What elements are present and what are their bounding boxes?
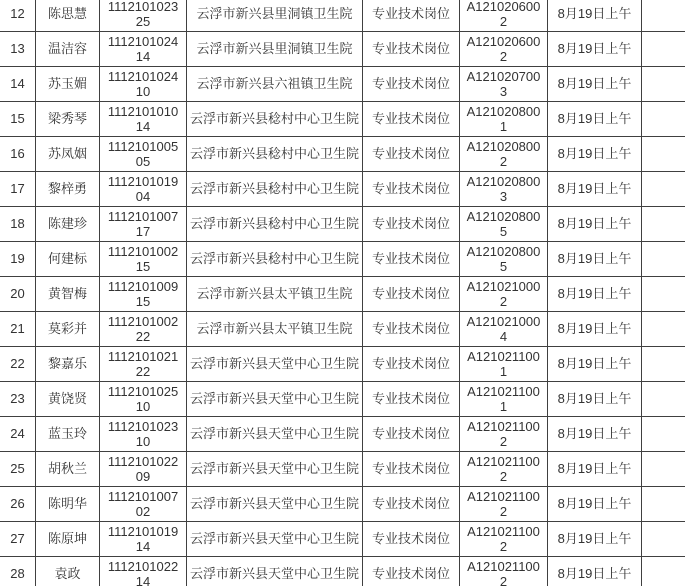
cell-position-code (460, 417, 548, 452)
cell-candidate-id-line: 10 (135, 434, 151, 449)
cell-candidate-id (100, 32, 187, 67)
cell-candidate-id-line: 1112101019 (107, 523, 179, 539)
table-row (0, 242, 685, 277)
cell-position-code-line: 2 (499, 504, 508, 519)
cell-row-number: 20 (0, 277, 36, 312)
cell-position-code (460, 32, 548, 67)
cell-position-type: 专业技术岗位 (363, 417, 460, 452)
cell-exam-date: 8月19日上午 (548, 557, 642, 586)
cell-candidate-id-line: 1112101007 (107, 488, 179, 504)
cell-row-number: 26 (0, 487, 36, 522)
cell-position-code-line: A121020800 (466, 138, 541, 154)
cell-position-code-line: 1 (499, 364, 508, 379)
cell-candidate-id-line: 1112101005 (107, 138, 179, 154)
cell-candidate-id-line: 1112101023 (107, 0, 179, 14)
cell-position-code-line: 4 (499, 329, 508, 344)
cell-position-code (460, 557, 548, 586)
cell-position-code-line: 1 (499, 119, 508, 134)
cell-candidate-id-line: 22 (135, 329, 151, 344)
cell-exam-date: 8月19日上午 (548, 242, 642, 277)
cell-position-type: 专业技术岗位 (363, 102, 460, 137)
cell-candidate-id-line: 14 (135, 539, 151, 554)
cell-organization: 云浮市新兴县稔村中心卫生院 (187, 207, 363, 242)
cell-row-number: 24 (0, 417, 36, 452)
cell-position-code-line: 2 (499, 539, 508, 554)
cell-exam-date: 8月19日上午 (548, 277, 642, 312)
cell-position-code-line: A121021100 (467, 348, 540, 364)
cell-note (642, 312, 685, 347)
cell-position-code-line: A121021100 (467, 523, 540, 539)
cell-name: 袁政 (36, 557, 100, 586)
cell-name: 陈明华 (36, 487, 100, 522)
cell-candidate-id (100, 312, 187, 347)
cell-candidate-id (100, 172, 187, 207)
cell-organization: 云浮市新兴县里洞镇卫生院 (187, 0, 363, 32)
cell-note (642, 347, 685, 382)
cell-position-code-line: 2 (499, 154, 508, 169)
cell-name: 黎梓勇 (36, 172, 100, 207)
cell-row-number: 22 (0, 347, 36, 382)
cell-candidate-id (100, 242, 187, 277)
cell-position-type: 专业技术岗位 (363, 242, 460, 277)
cell-organization: 云浮市新兴县稔村中心卫生院 (187, 242, 363, 277)
cell-row-number: 19 (0, 242, 36, 277)
cell-name: 苏玉媚 (36, 67, 100, 102)
cell-position-code-line: 1 (499, 399, 508, 414)
cell-position-type: 专业技术岗位 (363, 487, 460, 522)
cell-name: 何建标 (36, 242, 100, 277)
cell-row-number: 15 (0, 102, 36, 137)
cell-note (642, 557, 685, 586)
cell-position-type: 专业技术岗位 (363, 312, 460, 347)
cell-candidate-id-line: 1112101009 (107, 278, 179, 294)
cell-organization: 云浮市新兴县天堂中心卫生院 (187, 522, 363, 557)
cell-position-code-line: 2 (499, 469, 508, 484)
cell-candidate-id-line: 15 (135, 294, 151, 309)
table-row (0, 382, 685, 417)
cell-exam-date: 8月19日上午 (548, 172, 642, 207)
cell-row-number: 23 (0, 382, 36, 417)
cell-name: 黄饶贤 (36, 382, 100, 417)
cell-note (642, 67, 685, 102)
cell-note (642, 277, 685, 312)
cell-candidate-id-line: 1112101023 (107, 418, 179, 434)
cell-exam-date: 8月19日上午 (548, 417, 642, 452)
cell-position-code-line: A121020800 (466, 208, 541, 224)
cell-position-type: 专业技术岗位 (363, 67, 460, 102)
table-row (0, 32, 685, 67)
cell-candidate-id-line: 14 (135, 574, 151, 586)
cell-position-code-line: A121021000 (466, 313, 541, 329)
cell-candidate-id-line: 14 (135, 49, 151, 64)
cell-position-type: 专业技术岗位 (363, 32, 460, 67)
cell-row-number: 18 (0, 207, 36, 242)
cell-position-code (460, 242, 548, 277)
cell-position-code (460, 452, 548, 487)
cell-position-code-line: 2 (499, 294, 508, 309)
cell-name: 蓝玉玲 (36, 417, 100, 452)
cell-candidate-id-line: 17 (135, 224, 151, 239)
table-row (0, 417, 685, 452)
cell-position-code-line: A121021000 (466, 278, 541, 294)
cell-position-type: 专业技术岗位 (363, 137, 460, 172)
cell-position-code-line: 2 (499, 574, 508, 586)
cell-candidate-id-line: 02 (135, 504, 151, 519)
cell-row-number: 27 (0, 522, 36, 557)
cell-name: 温洁容 (36, 32, 100, 67)
cell-position-code-line: A121021100 (467, 558, 540, 574)
cell-position-code-line: 3 (499, 189, 508, 204)
cell-position-code (460, 67, 548, 102)
cell-position-type: 专业技术岗位 (363, 382, 460, 417)
cell-organization: 云浮市新兴县稔村中心卫生院 (187, 172, 363, 207)
cell-position-code (460, 137, 548, 172)
cell-position-type: 专业技术岗位 (363, 522, 460, 557)
cell-position-code (460, 382, 548, 417)
cell-candidate-id (100, 207, 187, 242)
table-row (0, 452, 685, 487)
cell-candidate-id-line: 1112101024 (107, 33, 179, 49)
table-row (0, 522, 685, 557)
cell-candidate-id-line: 09 (135, 469, 151, 484)
cell-position-code-line: 5 (499, 224, 508, 239)
cell-position-code-line: A121020700 (466, 68, 541, 84)
cell-position-code-line: A121020600 (466, 0, 541, 14)
cell-candidate-id-line: 14 (135, 119, 151, 134)
cell-candidate-id-line: 22 (135, 364, 151, 379)
cell-note (642, 487, 685, 522)
cell-organization: 云浮市新兴县稔村中心卫生院 (187, 137, 363, 172)
table-row (0, 0, 685, 32)
cell-note (642, 137, 685, 172)
cell-note (642, 207, 685, 242)
cell-row-number: 12 (0, 0, 36, 32)
cell-position-code (460, 172, 548, 207)
cell-candidate-id-line: 1112101019 (107, 173, 179, 189)
cell-candidate-id (100, 487, 187, 522)
cell-exam-date: 8月19日上午 (548, 0, 642, 32)
cell-position-code-line: A121021100 (467, 383, 540, 399)
cell-candidate-id-line: 15 (135, 259, 151, 274)
cell-candidate-id-line: 10 (135, 399, 151, 414)
cell-candidate-id (100, 417, 187, 452)
cell-candidate-id-line: 04 (135, 189, 151, 204)
cell-position-code-line: 5 (499, 259, 508, 274)
cell-position-type: 专业技术岗位 (363, 557, 460, 586)
cell-candidate-id-line: 1112101010 (107, 103, 179, 119)
cell-candidate-id-line: 1112101002 (107, 313, 179, 329)
cell-position-code-line: A121020800 (466, 243, 541, 259)
cell-exam-date: 8月19日上午 (548, 382, 642, 417)
cell-note (642, 522, 685, 557)
cell-name: 苏凤姻 (36, 137, 100, 172)
cell-position-code (460, 207, 548, 242)
cell-row-number: 16 (0, 137, 36, 172)
cell-candidate-id-line: 1112101022 (107, 453, 179, 469)
cell-organization: 云浮市新兴县太平镇卫生院 (187, 312, 363, 347)
cell-position-code-line: A121020800 (466, 173, 541, 189)
cell-candidate-id (100, 452, 187, 487)
table-row (0, 312, 685, 347)
cell-note (642, 102, 685, 137)
cell-name: 莫彩并 (36, 312, 100, 347)
cell-candidate-id (100, 522, 187, 557)
cell-position-code-line: A121021100 (467, 453, 540, 469)
cell-exam-date: 8月19日上午 (548, 522, 642, 557)
cell-organization: 云浮市新兴县天堂中心卫生院 (187, 452, 363, 487)
cell-exam-date: 8月19日上午 (548, 312, 642, 347)
cell-note (642, 382, 685, 417)
cell-candidate-id-line: 1112101024 (107, 68, 179, 84)
cell-organization: 云浮市新兴县天堂中心卫生院 (187, 417, 363, 452)
cell-note (642, 0, 685, 32)
cell-organization: 云浮市新兴县太平镇卫生院 (187, 277, 363, 312)
cell-position-code (460, 0, 548, 32)
cell-position-type: 专业技术岗位 (363, 347, 460, 382)
cell-position-type: 专业技术岗位 (363, 277, 460, 312)
cell-exam-date: 8月19日上午 (548, 137, 642, 172)
cell-position-code (460, 487, 548, 522)
cell-position-code-line: A121021100 (467, 488, 540, 504)
cell-position-code-line: A121020800 (466, 103, 541, 119)
cell-row-number: 17 (0, 172, 36, 207)
cell-name: 陈思慧 (36, 0, 100, 32)
cell-exam-date: 8月19日上午 (548, 347, 642, 382)
cell-position-code (460, 102, 548, 137)
table-row (0, 347, 685, 382)
cell-exam-date: 8月19日上午 (548, 67, 642, 102)
cell-name: 黎嘉乐 (36, 347, 100, 382)
cell-candidate-id-line: 1112101007 (107, 208, 179, 224)
cell-note (642, 172, 685, 207)
cell-candidate-id-line: 25 (135, 14, 151, 29)
cell-exam-date: 8月19日上午 (548, 32, 642, 67)
cell-name: 陈原坤 (36, 522, 100, 557)
cell-position-code (460, 277, 548, 312)
cell-position-code-line: 3 (499, 84, 508, 99)
cell-organization: 云浮市新兴县天堂中心卫生院 (187, 487, 363, 522)
cell-candidate-id (100, 0, 187, 32)
cell-row-number: 14 (0, 67, 36, 102)
cell-row-number: 28 (0, 557, 36, 586)
cell-name: 胡秋兰 (36, 452, 100, 487)
cell-organization: 云浮市新兴县天堂中心卫生院 (187, 347, 363, 382)
cell-candidate-id (100, 137, 187, 172)
cell-organization: 云浮市新兴县稔村中心卫生院 (187, 102, 363, 137)
cell-position-type: 专业技术岗位 (363, 172, 460, 207)
table-row (0, 67, 685, 102)
cell-candidate-id (100, 382, 187, 417)
cell-candidate-id (100, 557, 187, 586)
cell-name: 陈建珍 (36, 207, 100, 242)
cell-position-code (460, 522, 548, 557)
cell-candidate-id-line: 1112101025 (107, 383, 179, 399)
cell-position-code-line: A121020600 (466, 33, 541, 49)
cell-position-code-line: 2 (499, 49, 508, 64)
cell-note (642, 452, 685, 487)
cell-exam-date: 8月19日上午 (548, 102, 642, 137)
cell-exam-date: 8月19日上午 (548, 452, 642, 487)
cell-position-type: 专业技术岗位 (363, 207, 460, 242)
cell-position-code (460, 347, 548, 382)
cell-position-code-line: 2 (499, 434, 508, 449)
cell-note (642, 242, 685, 277)
table-row (0, 557, 685, 586)
cell-candidate-id-line: 05 (135, 154, 151, 169)
cell-position-type: 专业技术岗位 (363, 452, 460, 487)
cell-candidate-id (100, 347, 187, 382)
table-row (0, 172, 685, 207)
cell-organization: 云浮市新兴县天堂中心卫生院 (187, 557, 363, 586)
cell-note (642, 417, 685, 452)
cell-organization: 云浮市新兴县六祖镇卫生院 (187, 67, 363, 102)
cell-row-number: 25 (0, 452, 36, 487)
cell-position-code (460, 312, 548, 347)
cell-name: 黄智梅 (36, 277, 100, 312)
cell-organization: 云浮市新兴县里洞镇卫生院 (187, 32, 363, 67)
table-row (0, 137, 685, 172)
cell-exam-date: 8月19日上午 (548, 487, 642, 522)
cell-row-number: 21 (0, 312, 36, 347)
table-row (0, 487, 685, 522)
cell-candidate-id (100, 67, 187, 102)
cell-candidate-id-line: 10 (135, 84, 151, 99)
cell-note (642, 32, 685, 67)
cell-row-number: 13 (0, 32, 36, 67)
cell-candidate-id (100, 102, 187, 137)
table-row (0, 102, 685, 137)
cell-candidate-id-line: 1112101021 (107, 348, 179, 364)
cell-exam-date: 8月19日上午 (548, 207, 642, 242)
cell-candidate-id-line: 1112101002 (107, 243, 179, 259)
cell-position-type: 专业技术岗位 (363, 0, 460, 32)
cell-position-code-line: A121021100 (467, 418, 540, 434)
cell-name: 梁秀琴 (36, 102, 100, 137)
cell-organization: 云浮市新兴县天堂中心卫生院 (187, 382, 363, 417)
cell-candidate-id-line: 1112101022 (107, 558, 179, 574)
table-row (0, 277, 685, 312)
cell-candidate-id (100, 277, 187, 312)
cell-position-code-line: 2 (499, 14, 508, 29)
table-row (0, 207, 685, 242)
